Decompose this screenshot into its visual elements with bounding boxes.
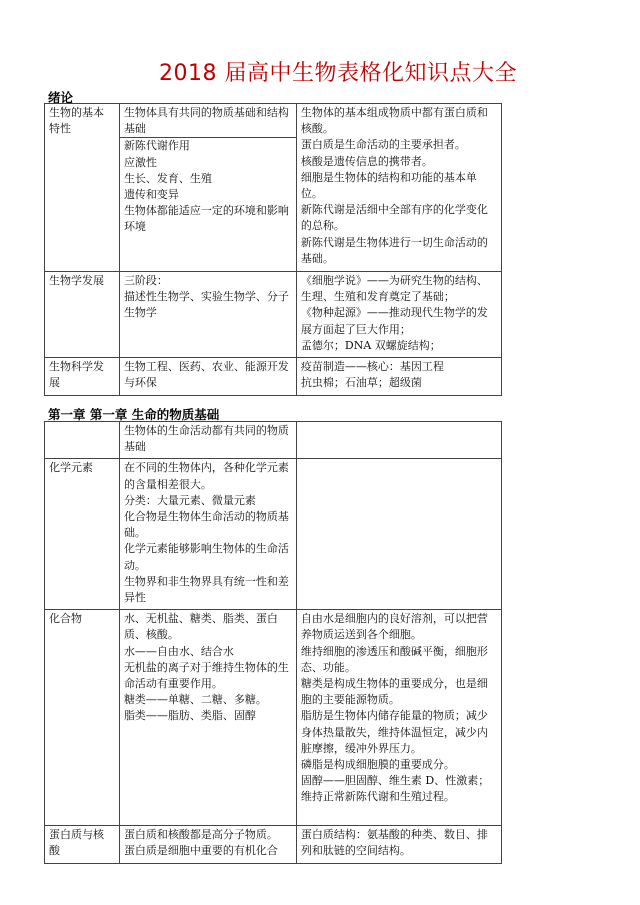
mid-line: 水——自由水、结合水 — [123, 644, 234, 658]
row-label: 生物科学发展 — [45, 358, 120, 396]
right-line: 新陈代谢是活细中全部有序的化学变化的总称。 — [300, 203, 488, 233]
table-row — [45, 422, 502, 459]
row-mid — [119, 272, 296, 358]
right-line: 《物种起源》——推动现代生物学的发展方面起了巨大作用； — [300, 306, 488, 336]
table-row — [45, 272, 502, 358]
row-right — [296, 459, 501, 610]
mid-line: 三阶段： — [123, 274, 168, 287]
row-mid — [119, 610, 296, 826]
row-label: 生物学发展 — [45, 272, 120, 358]
right-line: 生物体的基本组成物质中都有蛋白质和核酸。 — [300, 106, 488, 136]
mid-line: 生物体都能适应一定的环境和影响环境 — [123, 204, 289, 234]
right-line: 新陈代谢是生物体进行一切生命活动的基础。 — [300, 235, 488, 265]
mid-line: 无机盐的离子对于维持生物体的生命活动有重要作用。 — [123, 660, 289, 691]
row-label: 生物的基本特性 — [45, 104, 120, 272]
mid-line: 生物体的生命活动都有共同的物质基础 — [123, 424, 289, 454]
mid-line: 蛋白质和核酸都是高分子物质。 — [123, 828, 278, 842]
right-line: 蛋白质结构：氨基酸的种类、数目、排列和肽链的空间结构。 — [300, 828, 488, 858]
right-line: 磷脂是构成细胞膜的重要成分。 — [300, 758, 455, 772]
table-row — [45, 610, 502, 826]
right-line: 抗虫棉；石油草；超级菌 — [300, 376, 422, 390]
mid-line: 生物工程、医药、农业、能源开发与环保 — [123, 360, 289, 390]
row-right — [296, 358, 501, 396]
row-right — [296, 272, 501, 358]
row-mid — [119, 422, 296, 459]
row-label: 化学元素 — [45, 459, 120, 610]
section-heading-chapter1: 第一章 第一章 生命的物质基础 — [48, 407, 220, 422]
row-label: 化合物 — [45, 610, 120, 826]
mid-line: 应激性 — [123, 155, 157, 169]
mid-line: 遗传和变异 — [123, 188, 179, 202]
row-mid — [119, 104, 296, 272]
row-mid — [119, 826, 296, 864]
right-line: 固醇——胆固醇、维生素 D、性激素；维持正常新陈代谢和生殖过程。 — [300, 774, 490, 804]
mid-line: 蛋白质是细胞中重要的有机化合 — [123, 844, 278, 858]
right-line: 脂肪是生物体内储存能量的物质；减少身体热量散失，维持体温恒定，减少内脏摩擦，缓冲外界压力。 — [300, 709, 488, 755]
row-mid — [119, 358, 296, 396]
right-line: 疫苗制造——核心：基因工程 — [300, 360, 444, 374]
mid-line: 糖类——单糖、二糖、多糖。 — [123, 693, 267, 707]
row-label: 蛋白质与核酸 — [45, 826, 120, 864]
row-mid — [119, 459, 296, 610]
table-row — [45, 459, 502, 610]
right-line: 维持细胞的渗透压和酸碱平衡，细胞形态、功能。 — [300, 644, 488, 674]
mid-line: 水、无机盐、糖类、脂类、蛋白质、核酸。 — [123, 612, 278, 642]
chapter1-table — [44, 421, 502, 864]
row-right — [296, 826, 501, 864]
mid-line: 新陈代谢作用 — [123, 139, 190, 153]
mid-line: 生长、发育、生殖 — [123, 171, 212, 185]
row-right — [296, 422, 501, 459]
section-heading-intro: 绪论 — [48, 90, 74, 105]
right-line: 糖类是构成生物体的重要成分，也是细胞的主要能源物质。 — [300, 677, 488, 707]
row-right — [296, 610, 501, 826]
mid-line: 脂类——脂肪、类脂、固醇 — [123, 709, 256, 723]
right-line: 自由水是细胞内的良好溶剂，可以把营养物质运送到各个细胞。 — [300, 612, 488, 642]
mid-sub-block — [120, 137, 296, 235]
mid-line: 描述性生物学、实验生物学、分子生物学 — [123, 290, 289, 320]
right-line: 细胞是生物体的结构和功能的基本单位。 — [300, 170, 477, 201]
right-line: 蛋白质是生命活动的主要承担者。 — [300, 138, 466, 152]
page-title: 2018 届高中生物表格化知识点大全 — [159, 61, 517, 86]
right-line: 《细胞学说》——为研究生物的结构、生理、生殖和发育奠定了基础； — [300, 274, 488, 304]
row-label — [45, 422, 120, 459]
row-right — [296, 104, 501, 272]
mid-line: 生物体具有共同的物质基础和结构基础 — [123, 106, 289, 136]
right-line: 孟德尔；DNA 双螺旋结构； — [300, 338, 441, 352]
intro-table — [44, 103, 502, 396]
mid-line: 化学元素能够影响生物体的生命活动。 — [123, 542, 289, 572]
table-row — [45, 826, 502, 864]
table-row — [45, 104, 502, 272]
mid-line: 在不同的生物体内，各种化学元素的含量相差很大。 — [123, 461, 289, 491]
table-row — [45, 358, 502, 396]
mid-line: 化合物是生物体生命活动的物质基础。 — [123, 510, 289, 540]
mid-line: 分类：大量元素、微量元素 — [123, 493, 256, 507]
right-line: 核酸是遗传信息的携带者。 — [300, 154, 433, 168]
mid-line: 生物界和非生物界具有统一性和差异性 — [123, 574, 289, 605]
